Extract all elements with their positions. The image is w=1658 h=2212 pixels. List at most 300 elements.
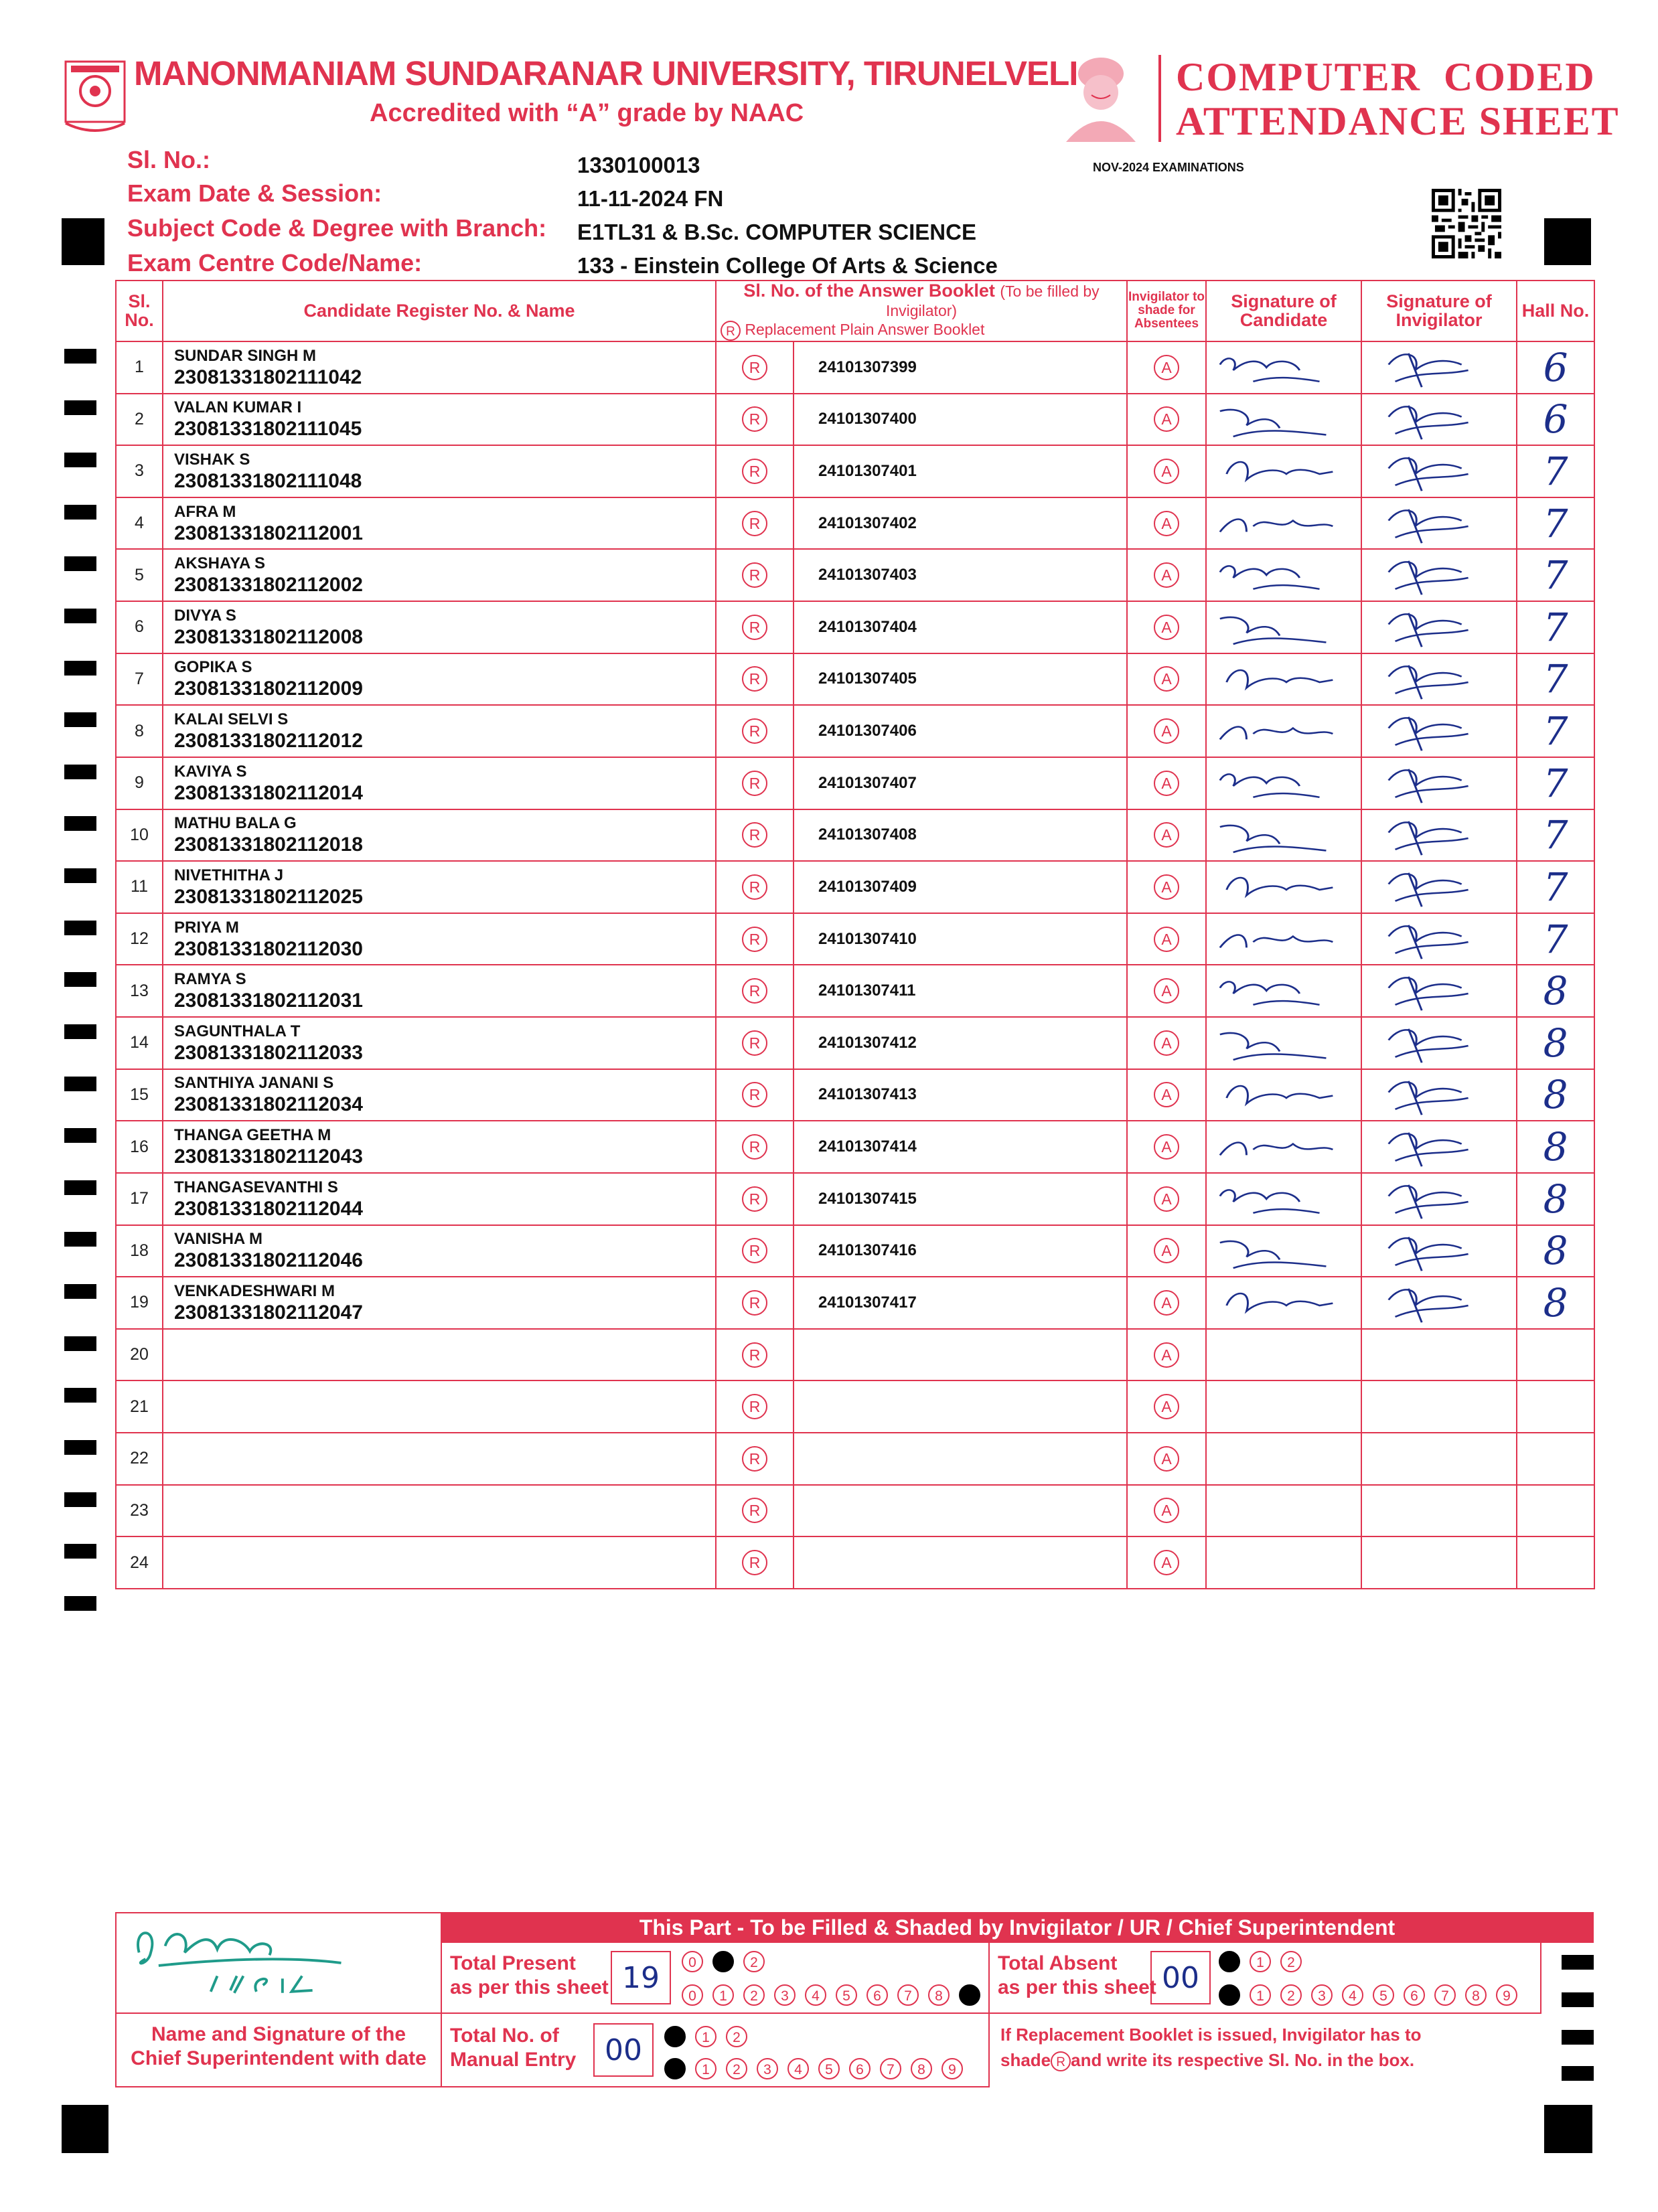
row-candidate-signature[interactable] [1206,1380,1361,1433]
digit-bubble[interactable]: 2 [726,2026,747,2047]
row-hall-no[interactable]: 8 [1517,1225,1594,1277]
row-candidate [163,1121,716,1173]
row-hall-no[interactable]: 7 [1517,653,1594,706]
row-absentee [1127,913,1206,965]
replacement-bubble[interactable]: R [742,718,767,744]
total-present-unit-bubbles[interactable] [682,1984,990,2006]
row-candidate-signature[interactable] [1206,1017,1361,1069]
row-absentee [1127,394,1206,446]
row-candidate-signature[interactable] [1206,757,1361,809]
absentee-bubble[interactable]: A [1154,666,1179,692]
row-invigilator-signature[interactable] [1361,705,1517,757]
row-sl-no: 1 [116,341,163,394]
absentee-bubble[interactable]: A [1154,1238,1179,1263]
row-candidate-signature[interactable] [1206,705,1361,757]
chief-signature-box [115,1912,442,2014]
row-hall-no[interactable]: 8 [1517,1173,1594,1225]
replacement-bubble[interactable]: R [742,874,767,900]
row-booklet-no[interactable] [794,1433,1127,1485]
row-candidate-signature[interactable] [1206,1536,1361,1589]
row-invigilator-signature[interactable] [1361,965,1517,1017]
candidate-signature [1207,1121,1361,1172]
row-hall-no[interactable] [1517,1433,1594,1485]
candidate-signature [1207,1277,1361,1328]
row-candidate [163,445,716,497]
replacement-bubble[interactable]: R [742,771,767,796]
absentee-bubble[interactable]: A [1154,1186,1179,1212]
timing-mark [64,1077,96,1091]
invigilator-signature [1362,446,1516,497]
table-row [116,861,1594,913]
absentee-bubble[interactable]: A [1154,718,1179,744]
row-invigilator-signature[interactable] [1361,809,1517,862]
row-candidate-signature[interactable] [1206,1121,1361,1173]
candidate-register-no: 23081331802112044 [174,1197,363,1220]
row-candidate-signature[interactable] [1206,601,1361,653]
row-hall-no[interactable]: 6 [1517,394,1594,446]
digit-bubble[interactable]: 3 [774,1984,796,2006]
replacement-bubble[interactable]: R [742,978,767,1004]
digit-bubble[interactable]: 9 [941,2058,963,2079]
candidate-name: MATHU BALA G [174,814,297,833]
row-candidate-signature[interactable] [1206,913,1361,965]
row-absentee [1127,1277,1206,1329]
absentee-bubble[interactable]: A [1154,927,1179,952]
row-hall-no[interactable] [1517,1380,1594,1433]
row-candidate-signature[interactable] [1206,809,1361,862]
digit-bubble[interactable]: 6 [866,1984,888,2006]
row-hall-no[interactable]: 6 [1517,341,1594,394]
absentee-bubble[interactable]: A [1154,978,1179,1004]
absentee-bubble[interactable]: A [1154,1498,1179,1523]
row-candidate-signature[interactable] [1206,341,1361,394]
row-hall-no[interactable]: 7 [1517,497,1594,550]
invigilator-signature [1362,862,1516,913]
row-hall-no[interactable] [1517,1329,1594,1381]
row-invigilator-signature[interactable] [1361,497,1517,550]
total-absent-box [988,1942,1541,2014]
row-invigilator-signature[interactable] [1361,549,1517,601]
replacement-bubble[interactable]: R [742,1186,767,1212]
row-hall-no[interactable]: 8 [1517,1121,1594,1173]
absentee-bubble[interactable]: A [1154,459,1179,484]
row-booklet-no[interactable]: 24101307407 [794,757,1127,809]
row-candidate-signature[interactable] [1206,549,1361,601]
row-candidate-signature[interactable] [1206,445,1361,497]
digit-bubble[interactable]: 2 [726,2058,747,2079]
row-booklet-no[interactable]: 24101307401 [794,445,1127,497]
row-booklet-no[interactable]: 24101307403 [794,549,1127,601]
row-invigilator-signature[interactable] [1361,1485,1517,1537]
row-candidate [163,1485,716,1537]
row-hall-no[interactable]: 8 [1517,1069,1594,1121]
row-candidate-signature[interactable] [1206,861,1361,913]
row-absentee [1127,653,1206,706]
row-replacement [716,965,794,1017]
col-hall-no: Hall No. [1517,281,1594,341]
digit-bubble[interactable]: 6 [1404,1984,1425,2006]
absentee-bubble[interactable]: A [1154,1030,1179,1056]
row-replacement [716,445,794,497]
row-booklet-no[interactable] [794,1536,1127,1589]
candidate-name: THANGASEVANTHI S [174,1178,338,1196]
invigilator-signature [1362,706,1516,757]
row-booklet-no[interactable]: 24101307408 [794,809,1127,862]
replacement-bubble[interactable]: R [742,666,767,692]
absentee-bubble[interactable]: A [1154,1446,1179,1472]
digit-bubble[interactable]: 4 [1342,1984,1363,2006]
row-invigilator-signature[interactable] [1361,1536,1517,1589]
row-candidate-signature[interactable] [1206,1277,1361,1329]
absentee-bubble[interactable]: A [1154,874,1179,900]
absentee-bubble[interactable]: A [1154,822,1179,848]
row-replacement [716,861,794,913]
digit-bubble[interactable]: 9 [959,1984,980,2006]
row-absentee [1127,497,1206,550]
row-booklet-no[interactable]: 24101307416 [794,1225,1127,1277]
candidate-register-no: 23081331802112047 [174,1301,363,1324]
digit-bubble[interactable]: 7 [897,1984,919,2006]
replacement-bubble[interactable]: R [742,1342,767,1368]
row-candidate-signature[interactable] [1206,497,1361,550]
row-absentee [1127,1329,1206,1381]
table-header [116,281,1594,341]
row-hall-no[interactable]: 7 [1517,809,1594,862]
row-candidate [163,1225,716,1277]
candidate-signature [1207,1018,1361,1069]
replacement-bubble[interactable]: R [742,1238,767,1263]
row-invigilator-signature[interactable] [1361,394,1517,446]
chief-superintendent-signature [117,1913,441,2012]
candidate-name: SUNDAR SINGH M [174,346,317,365]
row-candidate-signature[interactable] [1206,653,1361,706]
row-hall-no[interactable]: 8 [1517,1017,1594,1069]
row-hall-no[interactable]: 7 [1517,601,1594,653]
row-sl-no: 12 [116,913,163,965]
digit-bubble[interactable]: 3 [757,2058,778,2079]
row-invigilator-signature[interactable] [1361,1069,1517,1121]
table-row [116,1121,1594,1173]
row-booklet-no[interactable]: 24101307405 [794,653,1127,706]
absentee-bubble[interactable]: A [1154,406,1179,432]
row-hall-no[interactable]: 7 [1517,757,1594,809]
row-invigilator-signature[interactable] [1361,861,1517,913]
candidate-register-no: 23081331802112009 [174,678,363,700]
chief-label: Name and Signature of the [151,2023,406,2045]
replacement-bubble[interactable]: R [742,1290,767,1316]
digit-bubble[interactable]: 0 [664,2026,686,2047]
row-candidate [163,757,716,809]
table-row [116,653,1594,706]
row-hall-no[interactable]: 7 [1517,861,1594,913]
row-hall-no[interactable]: 8 [1517,965,1594,1017]
replacement-note-line1: If Replacement Booklet is issued, Invigilator has to [1000,2025,1422,2045]
row-invigilator-signature[interactable] [1361,1017,1517,1069]
table-row [116,1173,1594,1225]
candidate-signature [1207,810,1361,861]
absentee-bubble[interactable]: A [1154,771,1179,796]
row-candidate-signature[interactable] [1206,1485,1361,1537]
candidate-register-no: 23081331802112012 [174,730,363,753]
row-booklet-no[interactable]: 24101307417 [794,1277,1127,1329]
row-booklet-no[interactable]: 24101307404 [794,601,1127,653]
absentee-bubble[interactable]: A [1154,1550,1179,1575]
corner-mark [1544,2105,1592,2153]
digit-bubble[interactable]: 1 [712,1984,734,2006]
manual-entry-unit-bubbles[interactable] [664,2058,972,2079]
row-hall-no[interactable]: 7 [1517,445,1594,497]
digit-bubble[interactable]: 8 [1465,1984,1487,2006]
row-sl-no: 10 [116,809,163,862]
replacement-bubble[interactable]: R [742,1082,767,1107]
candidate-register-no: 23081331802112014 [174,781,363,804]
row-booklet-no[interactable]: 24101307411 [794,965,1127,1017]
row-hall-no[interactable]: 7 [1517,913,1594,965]
row-invigilator-signature[interactable] [1361,653,1517,706]
timing-mark [64,921,96,935]
digit-bubble[interactable]: 1 [1250,1951,1271,1972]
row-candidate [163,809,716,862]
row-invigilator-signature[interactable] [1361,445,1517,497]
digit-bubble[interactable]: 0 [664,2058,686,2079]
replacement-bubble[interactable]: R [742,406,767,432]
digit-bubble[interactable]: 4 [787,2058,809,2079]
row-invigilator-signature[interactable] [1361,341,1517,394]
row-hall-no[interactable]: 8 [1517,1277,1594,1329]
manual-entry-value[interactable]: 00 [593,2023,654,2077]
col-booklet-note: (To be filled by Invigilator) [885,283,1100,319]
digit-bubble[interactable]: 0 [1219,1984,1240,2006]
row-booklet-no[interactable]: 24101307415 [794,1173,1127,1225]
row-invigilator-signature[interactable] [1361,1277,1517,1329]
candidate-name: VISHAK S [174,450,250,469]
digit-bubble[interactable]: 7 [880,2058,901,2079]
total-present-value[interactable]: 19 [611,1951,671,2004]
row-booklet-no[interactable]: 24101307412 [794,1017,1127,1069]
footer-band-title: This Part - To be Filled & Shaded by Invigilator / UR / Chief Superintendent [441,1912,1594,1943]
absentee-bubble[interactable]: A [1154,1082,1179,1107]
invigilator-signature [1362,654,1516,705]
row-candidate-signature[interactable] [1206,394,1361,446]
table-row [116,913,1594,965]
digit-bubble[interactable]: 8 [911,2058,932,2079]
row-invigilator-signature[interactable] [1361,1329,1517,1381]
digit-bubble[interactable]: 4 [805,1984,826,2006]
total-absent-value[interactable]: 00 [1150,1951,1211,2004]
row-booklet-no[interactable]: 24101307409 [794,861,1127,913]
sl-no-label: Sl. No.: [127,146,210,173]
digit-bubble[interactable]: 3 [1311,1984,1333,2006]
absentee-bubble[interactable]: A [1154,1342,1179,1368]
absentee-bubble[interactable]: A [1154,511,1179,536]
row-candidate [163,913,716,965]
replacement-note-post: and write its respective Sl. No. in the box. [1071,2050,1415,2070]
row-invigilator-signature[interactable] [1361,1225,1517,1277]
replacement-bubble[interactable]: R [742,1446,767,1472]
row-replacement [716,1329,794,1381]
digit-bubble[interactable]: 5 [818,2058,840,2079]
row-hall-no[interactable] [1517,1485,1594,1537]
candidate-name: VENKADESHWARI M [174,1281,335,1300]
absentee-bubble[interactable]: A [1154,1134,1179,1160]
row-candidate-signature[interactable] [1206,1225,1361,1277]
candidate-register-no: 23081331802112001 [174,522,363,544]
row-absentee [1127,1380,1206,1433]
row-replacement [716,653,794,706]
row-booklet-no[interactable]: 24101307400 [794,394,1127,446]
row-candidate [163,497,716,550]
row-booklet-no[interactable]: 24101307406 [794,705,1127,757]
row-candidate-signature[interactable] [1206,1173,1361,1225]
col-replacement: Replacement Plain Answer Booklet [745,321,985,338]
candidate-name: RAMYA S [174,970,246,989]
digit-bubble[interactable]: 2 [743,1951,765,1972]
timing-mark [64,712,96,727]
replacement-bubble[interactable]: R [742,355,767,380]
row-absentee [1127,965,1206,1017]
invigilator-signature [1362,1174,1516,1224]
digit-bubble[interactable]: 8 [928,1984,950,2006]
replacement-bubble[interactable]: R [742,822,767,848]
row-candidate [163,394,716,446]
replacement-bubble[interactable]: R [742,615,767,640]
row-sl-no: 17 [116,1173,163,1225]
row-candidate-signature[interactable] [1206,1433,1361,1485]
digit-bubble[interactable]: 0 [682,1951,703,1972]
candidate-name: AKSHAYA S [174,554,266,573]
row-hall-no[interactable]: 7 [1517,705,1594,757]
replacement-bubble[interactable]: R [742,459,767,484]
invigilator-signature [1362,550,1516,601]
timing-mark [64,1024,96,1039]
table-row [116,1380,1594,1433]
row-booklet-no[interactable] [794,1485,1127,1537]
digit-bubble[interactable]: 2 [1280,1951,1302,1972]
replacement-bubble[interactable]: R [742,927,767,952]
replacement-bubble[interactable]: R [742,1134,767,1160]
row-sl-no: 21 [116,1380,163,1433]
row-booklet-no[interactable]: 24101307413 [794,1069,1127,1121]
row-sl-no: 11 [116,861,163,913]
digit-bubble[interactable]: 1 [712,1951,734,1972]
absentee-bubble[interactable]: A [1154,355,1179,380]
candidate-name: AFRA M [174,502,236,521]
digit-bubble[interactable]: 5 [1373,1984,1394,2006]
candidate-signature [1207,1070,1361,1121]
row-replacement [716,705,794,757]
row-sl-no: 13 [116,965,163,1017]
row-sl-no: 8 [116,705,163,757]
digit-bubble[interactable]: 0 [1219,1951,1240,1972]
row-booklet-no[interactable]: 24101307410 [794,913,1127,965]
university-title: MANONMANIAM SUNDARANAR UNIVERSITY, TIRUNELVELI [134,54,1078,92]
timing-mark [64,453,96,467]
digit-bubble[interactable]: 1 [1250,1984,1271,2006]
row-invigilator-signature[interactable] [1361,1433,1517,1485]
digit-bubble[interactable]: 2 [1280,1984,1302,2006]
row-booklet-no[interactable] [794,1329,1127,1381]
row-invigilator-signature[interactable] [1361,1173,1517,1225]
row-invigilator-signature[interactable] [1361,913,1517,965]
candidate-register-no: 23081331802112046 [174,1249,363,1272]
manual-entry-tens-bubbles[interactable] [664,2026,757,2047]
row-candidate-signature[interactable] [1206,965,1361,1017]
absentee-bubble[interactable]: A [1154,1394,1179,1419]
row-booklet-no[interactable] [794,1380,1127,1433]
candidate-signature [1207,394,1361,445]
row-candidate [163,1536,716,1589]
timing-mark [64,1544,96,1559]
row-candidate [163,965,716,1017]
digit-bubble[interactable]: 1 [695,2058,717,2079]
replacement-bubble[interactable]: R [742,562,767,588]
digit-bubble[interactable]: 1 [695,2026,717,2047]
digit-bubble[interactable]: 2 [743,1984,765,2006]
replacement-bubble[interactable]: R [742,1498,767,1523]
row-absentee [1127,1433,1206,1485]
table-row [116,445,1594,497]
digit-bubble[interactable]: 7 [1434,1984,1456,2006]
row-booklet-no[interactable]: 24101307414 [794,1121,1127,1173]
row-hall-no[interactable] [1517,1536,1594,1589]
row-invigilator-signature[interactable] [1361,1380,1517,1433]
invigilator-signature [1362,1070,1516,1121]
replacement-bubble[interactable]: R [742,511,767,536]
replacement-bubble[interactable]: R [742,1030,767,1056]
row-candidate-signature[interactable] [1206,1069,1361,1121]
total-absent-unit-bubbles[interactable] [1219,1984,1527,2006]
row-sl-no: 15 [116,1069,163,1121]
total-present-tens-bubbles[interactable] [682,1951,774,1972]
absentee-bubble[interactable]: A [1154,615,1179,640]
candidate-signature [1207,965,1361,1016]
invigilator-signature [1362,342,1516,393]
row-absentee [1127,341,1206,394]
invigilator-signature [1362,394,1516,445]
invigilator-signature [1362,1277,1516,1328]
replacement-bubble[interactable]: R [742,1550,767,1575]
row-candidate-signature[interactable] [1206,1329,1361,1381]
row-invigilator-signature[interactable] [1361,1121,1517,1173]
table-row [116,601,1594,653]
col-booklet-title: Sl. No. of the Answer Booklet [743,281,995,301]
digit-bubble[interactable]: 5 [836,1984,857,2006]
table-row [116,1329,1594,1381]
absentee-bubble[interactable]: A [1154,1290,1179,1316]
digit-bubble[interactable]: 9 [1496,1984,1517,2006]
digit-bubble[interactable]: 0 [682,1984,703,2006]
row-replacement [716,913,794,965]
row-replacement [716,1536,794,1589]
row-hall-no[interactable]: 7 [1517,549,1594,601]
absentee-bubble[interactable]: A [1154,562,1179,588]
exam-tag: NOV-2024 EXAMINATIONS [1093,161,1244,174]
row-booklet-no[interactable]: 24101307399 [794,341,1127,394]
row-invigilator-signature[interactable] [1361,601,1517,653]
row-invigilator-signature[interactable] [1361,757,1517,809]
invigilator-signature [1362,914,1516,965]
row-replacement [716,1433,794,1485]
corner-mark [62,218,104,265]
digit-bubble[interactable]: 6 [849,2058,871,2079]
row-replacement [716,549,794,601]
centre-value: 133 - Einstein College Of Arts & Science [577,253,998,278]
invigilator-signature [1362,1226,1516,1277]
row-booklet-no[interactable]: 24101307402 [794,497,1127,550]
total-absent-tens-bubbles[interactable] [1219,1951,1311,1972]
candidate-signature [1207,862,1361,913]
replacement-bubble[interactable]: R [742,1394,767,1419]
